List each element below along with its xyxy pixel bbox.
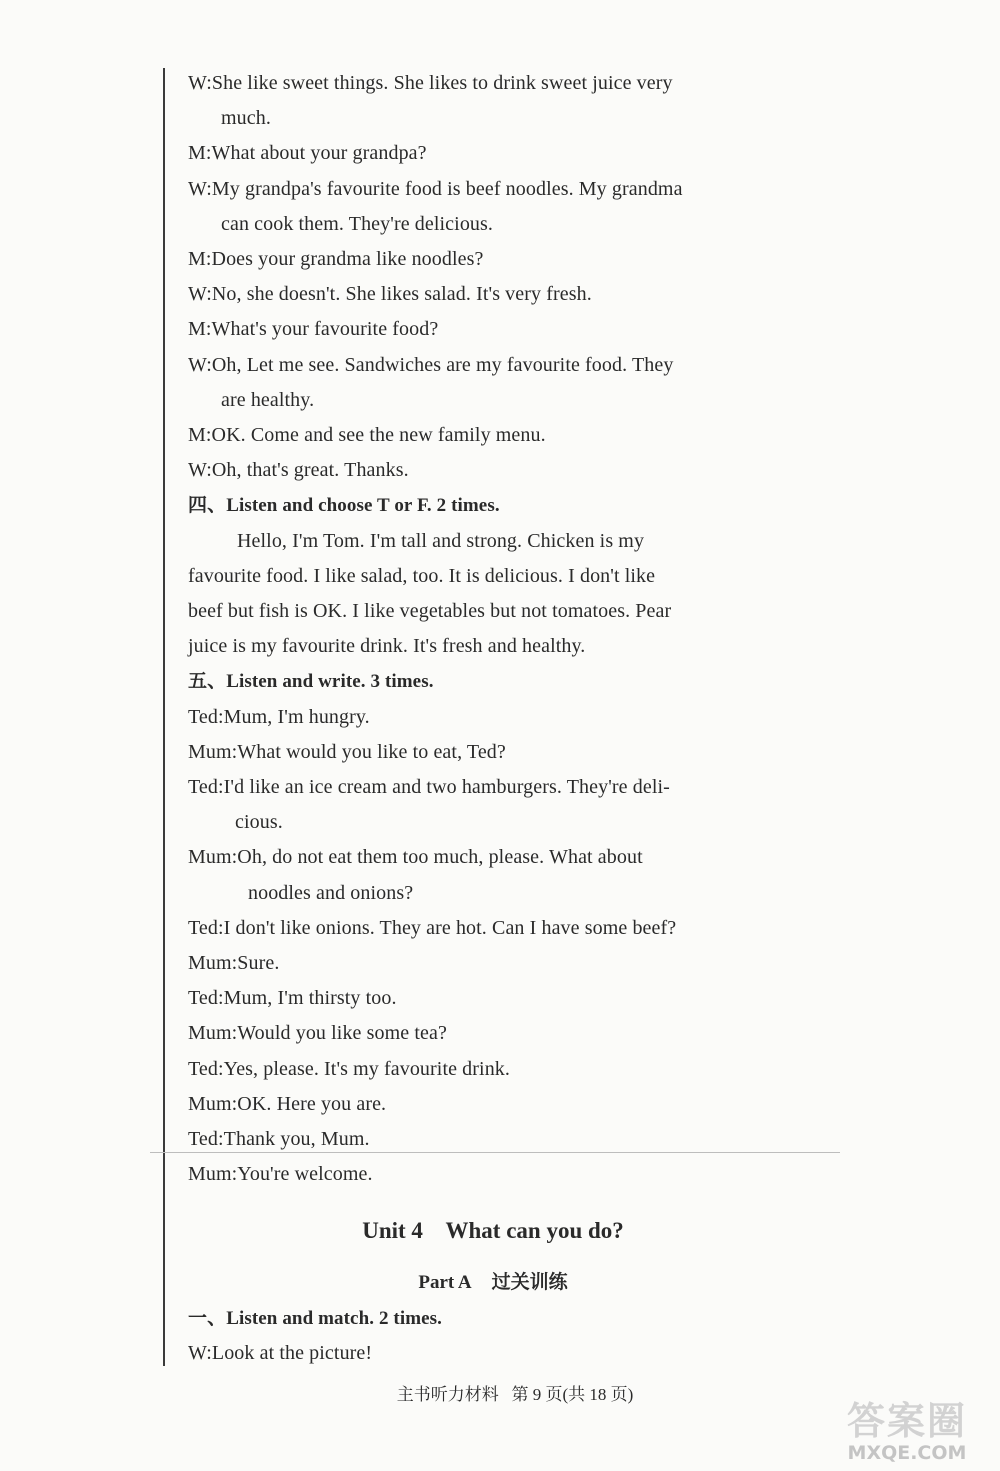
- dialogue-line: Mum:You're welcome.: [188, 1163, 373, 1186]
- dialogue-line: Ted:Mum, I'm hungry.: [188, 705, 370, 728]
- section-heading: 一、Listen and match. 2 times.: [188, 1307, 443, 1329]
- dialogue-line: M:What about your grandpa?: [188, 142, 427, 165]
- dialogue-line: M:Does your grandma like noodles?: [188, 248, 484, 271]
- dialogue-line: Ted:Thank you, Mum.: [188, 1128, 370, 1151]
- section-heading: 四、Listen and choose T or F. 2 times.: [188, 495, 500, 517]
- dialogue-line: can cook them. They're delicious.: [221, 212, 494, 235]
- watermark-logo: [832, 1400, 982, 1466]
- page-footer: 主书听力材料 第 9 页(共 18 页): [396, 1385, 634, 1404]
- dialogue-line: W:No, she doesn't. She likes salad. It's very fresh.: [188, 283, 592, 306]
- dialogue-line: W:My grandpa's favourite food is beef noodles. My grandma: [188, 177, 683, 200]
- page-content: [188, 66, 768, 1371]
- dialogue-line: Ted:I'd like an ice cream and two hamburgers. They're deli-: [188, 776, 670, 799]
- part-subtitle: 过关训练: [491, 1271, 568, 1293]
- watermark-url: MXQE.COM: [847, 1442, 967, 1464]
- passage-line: favourite food. I like salad, too. It is delicious. I don't like: [188, 564, 656, 587]
- dialogue-line: Mum:What would you like to eat, Ted?: [188, 740, 506, 763]
- dialogue-line: much.: [221, 107, 271, 130]
- passage-line: Hello, I'm Tom. I'm tall and strong. Chicken is my: [237, 529, 645, 552]
- unit-title: Unit 4 What can you do?: [362, 1217, 624, 1243]
- passage-line: beef but fish is OK. I like vegetables but not tomatoes. Pear: [188, 600, 672, 623]
- dialogue-line: Mum:Sure.: [188, 952, 280, 975]
- dialogue-line: Ted:Mum, I'm thirsty too.: [188, 987, 397, 1010]
- dialogue-line: noodles and onions?: [248, 881, 414, 904]
- dialogue-line: Mum:Would you like some tea?: [188, 1022, 447, 1045]
- passage-line: juice is my favourite drink. It's fresh and healthy.: [188, 635, 586, 658]
- dialogue-line: W:She like sweet things. She likes to drink sweet juice very: [188, 72, 673, 94]
- section-5: [188, 664, 768, 1192]
- part-label: Part A: [418, 1271, 472, 1293]
- dialogue-line: Mum:OK. Here you are.: [188, 1092, 387, 1115]
- dialogue-line: M:What's your favourite food?: [188, 318, 439, 341]
- dialogue-1: [188, 66, 768, 488]
- left-margin-rule: [163, 68, 165, 1366]
- dialogue-line: W:Oh, Let me see. Sandwiches are my favourite food. They: [188, 353, 674, 376]
- dialogue-line: are healthy.: [221, 388, 315, 411]
- section-1: [188, 1301, 768, 1371]
- section-4: [188, 488, 768, 664]
- part-title: [188, 1265, 768, 1301]
- dialogue-line: Ted:Yes, please. It's my favourite drink.: [188, 1057, 510, 1080]
- dialogue-line: Mum:Oh, do not eat them too much, please. What about: [188, 846, 643, 869]
- dialogue-line: cious.: [235, 811, 283, 834]
- dialogue-line: W:Look at the picture!: [188, 1341, 373, 1364]
- dialogue-line: W:Oh, that's great. Thanks.: [188, 459, 409, 482]
- section-heading: 五、Listen and write. 3 times.: [188, 671, 434, 693]
- dialogue-line: M:OK. Come and see the new family menu.: [188, 424, 546, 447]
- dialogue-line: Ted:I don't like onions. They are hot. Can I have some beef?: [188, 916, 677, 939]
- watermark-text: 答案圈: [846, 1399, 967, 1443]
